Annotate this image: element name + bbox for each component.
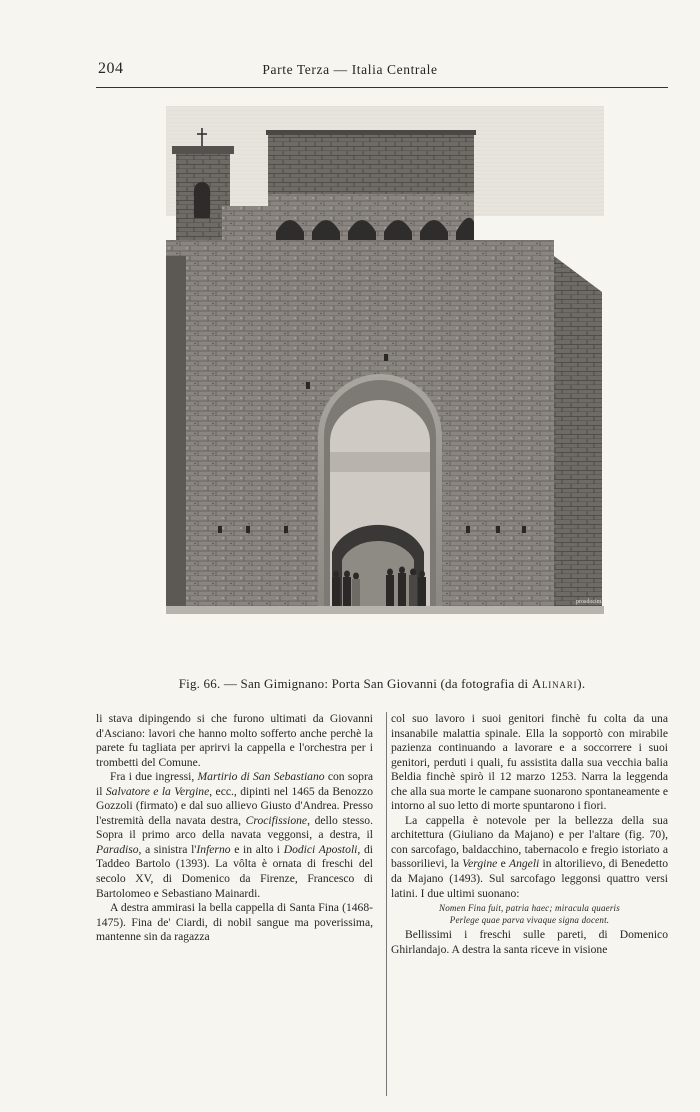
artwork-title: Martirio di San Sebastiano xyxy=(197,770,325,784)
text-run: , a sinistra l' xyxy=(138,842,197,856)
engraver-signature: prosdocimi xyxy=(576,599,603,605)
text-run: Fra i due ingressi, xyxy=(110,770,198,784)
caption-credit: Alinari xyxy=(531,676,578,691)
paragraph: A destra ammirasi la bella cappella di Santa Fina (1468-1475). Fina de' Ciardi, di nobil sangue ma poverissima, mantenne sin da ragazza xyxy=(96,901,373,944)
artwork-title: Inferno xyxy=(196,842,231,856)
paragraph: li stava dipingendo si che furono ultimati da Giovanni d'Asciano: lavori che hanno molto sofferto anche perchè la parete fu tagliata per aprirvi la cappella e l'orchestra per i trombetti del Comune. xyxy=(96,712,373,769)
gate-engraving xyxy=(166,106,604,614)
artwork-title: Angeli xyxy=(509,857,540,871)
header-rule xyxy=(96,87,668,88)
text-run: , dello stesso. Sopra il primo arco della navata veggonsi, a destra, il xyxy=(96,813,373,842)
latin-verse xyxy=(391,903,668,926)
text-run: , ecc., dipinti nel 1465 da Benozzo Gozzoli (firmato) e dal suo allievo Giusto d'Andrea. Presso l'estremità della navata destra, xyxy=(96,784,373,827)
running-head: Parte Terza — Italia Centrale xyxy=(262,62,438,77)
text-run: con sopra il xyxy=(96,770,373,798)
text-run: e in alto i xyxy=(230,842,284,856)
artwork-title: Dodici Apostoli xyxy=(283,842,358,856)
artwork-title: Crocifissione xyxy=(245,813,308,827)
paragraph xyxy=(391,814,668,901)
figure-illustration xyxy=(166,106,604,614)
text-run: , di Taddeo Bartolo (1393). La vôlta è ornata di freschi del secolo XV, di Domenico da Firenze, Francesco di Bartolomeo e Sebastiano Mainardi. xyxy=(96,842,373,900)
left-column xyxy=(96,712,373,945)
text-run: e xyxy=(497,857,509,871)
text-run: in altorilievo, di Benedetto da Majano (1493). Sul sarcofago leggonsi quattro versi latini. I due ultimi suonano: xyxy=(391,857,668,900)
artwork-title: Paradiso xyxy=(96,842,139,856)
verse-line: Perlege quae parva vivaque signa docent. xyxy=(449,914,610,925)
paragraph: col suo lavoro i suoi genitori finchè fu colta da una insanabile malattia spinale. Ella la sopportò con mirabile pazienza continuando a lavorare e a soccorrere i suoi genitori, perduti i quali, fu assistita dalla sua vecchia balia Beldia finchè spirò il 12 marzo 1253. Narra la leggenda che alla sua morte le campane suonarono spontaneamente e intorno al suo letto di morte spuntarono i fiori. xyxy=(391,712,668,813)
verse-line: Nomen Fina fuit, patria haec; miracula quaeris xyxy=(439,903,620,914)
artwork-title: Salvatore e la Vergine xyxy=(105,784,210,798)
artwork-title: Vergine xyxy=(462,857,498,871)
caption-text: Fig. 66. — San Gimignano: Porta San Giovanni (da fotografia di xyxy=(178,676,532,691)
page-number: 204 xyxy=(98,60,124,77)
paragraph xyxy=(96,770,373,901)
figure-caption xyxy=(96,676,668,692)
right-column xyxy=(391,712,668,957)
column-divider xyxy=(386,712,387,1096)
caption-suffix: ). xyxy=(577,676,586,691)
text-run: La cappella è notevole per la bellezza della sua architettura (Giuliano da Majano) e per l'altare (fig. 70), con sarcofago, baldacchino, tabernacolo e fregio istoriato a bassorilievi, la xyxy=(391,813,668,871)
paragraph: Bellissimi i freschi sulle pareti, di Domenico Ghirlandajo. A destra la santa riceve in visione xyxy=(391,928,668,956)
